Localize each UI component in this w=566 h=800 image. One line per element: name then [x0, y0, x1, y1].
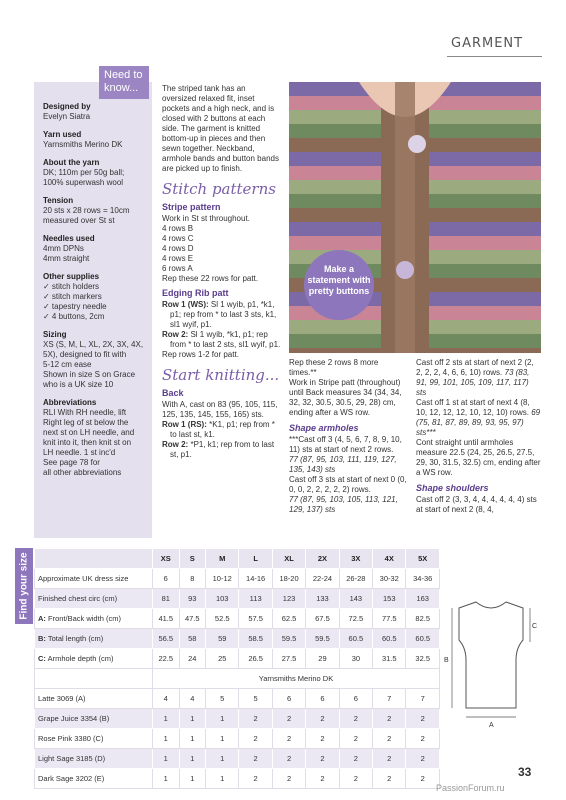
col2-text-4i: 77 (87, 95, 103, 105, 113, 121, 129, 137) sts: [289, 495, 398, 514]
table-row: [35, 589, 440, 609]
column-3: [416, 358, 541, 515]
table-cell: 81: [153, 589, 180, 609]
table-cell: 52.5: [206, 609, 239, 629]
table-cell: 31.5: [373, 649, 406, 669]
garment-diagram: [444, 590, 539, 730]
sidebar-line: See page 78 for: [43, 458, 100, 467]
col2-text-4: Cast off 3 sts at start of next 0 (0, 0, 0, 2, 2, 2, 2, 2) rows.: [289, 475, 407, 494]
table-cell: 18-20: [272, 569, 305, 589]
size-header: M: [206, 549, 239, 569]
sidebar-line: ✓ stitch holders: [43, 282, 100, 291]
sidebar-heading: About the yarn: [43, 158, 100, 167]
sidebar-line: 5-12 cm ease: [43, 360, 92, 369]
sidebar-line: ✓ stitch markers: [43, 292, 102, 301]
row-label: [35, 589, 153, 609]
table-cell: 62.5: [272, 609, 305, 629]
table-cell: 2: [239, 709, 272, 729]
sidebar-line: RLI With RH needle, lift: [43, 408, 127, 417]
table-cell: 6: [272, 689, 305, 709]
table-cell: 2: [272, 709, 305, 729]
table-cell: 103: [206, 589, 239, 609]
table-cell: 24: [179, 649, 206, 669]
sidebar-line: DK; 110m per 50g ball;: [43, 168, 125, 177]
table-cell: 2: [339, 709, 372, 729]
stripe-line: 4 rows B: [162, 224, 194, 233]
back-cast-on: With A, cast on 83 (95, 105, 115, 125, 135, 145, 155, 165) sts.: [162, 400, 278, 419]
row1-text: Sl 1 wyib, p1, *k1, p1; rep from * to last 3 sts, k1, sl1 wyif, p1.: [170, 300, 277, 329]
dim-c-label: C: [532, 623, 538, 630]
table-cell: 58.5: [239, 629, 272, 649]
table-cell: 123: [272, 589, 305, 609]
table-cell: 2: [406, 749, 440, 769]
col3-text-3: Cont straight until armholes measure 22.5 (24, 25, 26.5, 27.5, 29, 30, 31.5, 32.5) cm, ending after a WS row.: [416, 438, 541, 477]
watermark: PassionForum.ru: [436, 783, 505, 793]
sidebar-line: Evelyn Siatra: [43, 112, 91, 121]
table-cell: 59: [206, 629, 239, 649]
row2-label: Row 2:: [162, 330, 189, 339]
size-header: S: [179, 549, 206, 569]
table-corner: [35, 549, 153, 569]
row-key: A:: [38, 614, 46, 623]
table-cell: 2: [339, 769, 372, 789]
sidebar-heading: Tension: [43, 196, 74, 205]
find-your-size-tab: [15, 548, 33, 624]
stripe-line: 4 rows D: [162, 244, 194, 253]
button-icon: [408, 135, 426, 153]
table-cell: 113: [239, 589, 272, 609]
table-cell: 1: [179, 729, 206, 749]
find-your-size-label: Find your size: [18, 552, 30, 620]
table-cell: 1: [206, 749, 239, 769]
size-header: XL: [272, 549, 305, 569]
size-header: 5X: [406, 549, 440, 569]
table-cell: 1: [206, 709, 239, 729]
column-1: [162, 84, 282, 460]
row-label-text: Front/Back width (cm): [45, 614, 121, 623]
table-cell: 4: [153, 689, 180, 709]
table-cell: 1: [179, 769, 206, 789]
sidebar-line: who is a UK size 10: [43, 380, 114, 389]
sidebar-heading: Sizing: [43, 330, 67, 339]
row-label-text: Finished chest circ (cm): [38, 594, 118, 603]
table-cell: 5: [239, 689, 272, 709]
table-cell: 2: [406, 729, 440, 749]
yarn-label: Light Sage 3185 (D): [35, 749, 153, 769]
back-title: Back: [162, 388, 184, 398]
statement-badge: Make a statement with pretty buttons: [304, 250, 374, 320]
table-cell: 163: [406, 589, 440, 609]
table-cell: 2: [406, 709, 440, 729]
table-cell: 143: [339, 589, 372, 609]
table-cell: 2: [406, 769, 440, 789]
sidebar-line: Yarnsmiths Merino DK: [43, 140, 123, 149]
sidebar-line: 5X), designed to fit with: [43, 350, 127, 359]
size-header: 3X: [339, 549, 372, 569]
col2-text-1: Rep these 2 rows 8 more times.**: [289, 358, 379, 377]
stitch-patterns-title: Stitch patterns: [162, 180, 276, 198]
table-row: [35, 609, 440, 629]
row-label-text: Armhole depth (cm): [45, 654, 114, 663]
table-cell: 30-32: [373, 569, 406, 589]
back-row1-text: *K1, p1; rep from * to last st, k1.: [170, 420, 275, 439]
table-cell: 153: [373, 589, 406, 609]
table-cell: 133: [306, 589, 339, 609]
table-cell: 60.5: [406, 629, 440, 649]
dim-b-label: B: [444, 657, 449, 664]
yarn-header: Yarnsmiths Merino DK: [153, 669, 440, 689]
sidebar-line: all other abbreviations: [43, 468, 122, 477]
table-cell: 1: [179, 709, 206, 729]
col3-text-4: Cast off 2 (3, 3, 4, 4, 4, 4, 4, 4) sts at start of next 2 (8, 4,: [416, 495, 537, 514]
table-cell: 1: [153, 729, 180, 749]
table-cell: 22.5: [153, 649, 180, 669]
sidebar-heading: Needles used: [43, 234, 95, 243]
table-cell: 6: [339, 689, 372, 709]
table-blank: [35, 669, 153, 689]
stripe-line: 4 rows E: [162, 254, 194, 263]
row-key: B:: [38, 634, 46, 643]
table-cell: 2: [339, 729, 372, 749]
table-cell: 2: [373, 769, 406, 789]
sidebar-line: 4mm DPNs: [43, 244, 84, 253]
table-cell: 2: [306, 729, 339, 749]
table-cell: 47.5: [179, 609, 206, 629]
dim-a-label: A: [489, 722, 494, 729]
sidebar-line: measured over St st: [43, 216, 115, 225]
size-header: L: [239, 549, 272, 569]
table-row: [35, 729, 440, 749]
table-cell: 1: [206, 729, 239, 749]
table-cell: 2: [272, 769, 305, 789]
table-cell: 22-24: [306, 569, 339, 589]
size-table: [34, 548, 440, 789]
stripe-line: Work in St st throughout.: [162, 214, 250, 223]
row1-label: Row 1 (WS):: [162, 300, 209, 309]
sidebar-line: ✓ 4 buttons, 2cm: [43, 312, 105, 321]
intro-text: The striped tank has an oversized relaxed fit, inset pockets and a high neck, and is closed with 2 buttons at each side. The garment is knitted bottom-up in pieces and then sewn together. Neckband, armhole bands and button bands are picked up to finish.: [162, 84, 279, 173]
sidebar-heading: Yarn used: [43, 130, 82, 139]
col3-text-2: Cast off 1 st at start of next 4 (8, 10, 12, 12, 12, 10, 12, 10) rows.: [416, 398, 530, 417]
sidebar-heading: Abbreviations: [43, 398, 97, 407]
table-cell: 2: [306, 769, 339, 789]
rib-title: Edging Rib patt: [162, 288, 229, 298]
table-cell: 1: [153, 769, 180, 789]
table-cell: 2: [373, 749, 406, 769]
table-row: [35, 689, 440, 709]
table-cell: 25: [206, 649, 239, 669]
sidebar-line: 20 sts x 28 rows = 10cm: [43, 206, 130, 215]
table-row: [35, 749, 440, 769]
table-cell: 60.5: [373, 629, 406, 649]
table-cell: 6: [306, 689, 339, 709]
table-cell: 2: [339, 749, 372, 769]
stripe-line: 4 rows C: [162, 234, 194, 243]
table-cell: 4: [179, 689, 206, 709]
table-cell: 58: [179, 629, 206, 649]
size-header: 2X: [306, 549, 339, 569]
row-key: C:: [38, 654, 46, 663]
table-cell: 2: [306, 709, 339, 729]
row2-text: Sl 1 wyib, *k1, p1; rep from * to last 2 sts, sl1 wyif, p1.: [170, 330, 281, 349]
table-cell: 1: [153, 749, 180, 769]
page-number: 33: [518, 765, 532, 779]
table-cell: 8: [179, 569, 206, 589]
back-row2-label: Row 2:: [162, 440, 189, 449]
row-label: [35, 649, 153, 669]
need-to-know-tab: Need to know...: [99, 66, 149, 99]
col3-text-2i: 69 (75, 81, 87, 89, 89, 93, 95, 97) sts***: [416, 408, 541, 437]
shape-armholes-title: Shape armholes: [289, 423, 359, 433]
col3-text-1: Cast off 2 sts at start of next 2 (2, 2, 2, 2, 4, 6, 6, 10) rows.: [416, 358, 534, 377]
stripe-line: Rep these 22 rows for patt.: [162, 274, 259, 283]
row-label: [35, 609, 153, 629]
row-label: [35, 569, 153, 589]
table-cell: 2: [373, 709, 406, 729]
table-cell: 2: [373, 729, 406, 749]
yarn-label: Dark Sage 3202 (E): [35, 769, 153, 789]
table-cell: 27.5: [272, 649, 305, 669]
size-header: XS: [153, 549, 180, 569]
size-header: 4X: [373, 549, 406, 569]
table-cell: 10-12: [206, 569, 239, 589]
table-cell: 7: [406, 689, 440, 709]
table-cell: 6: [153, 569, 180, 589]
yarn-label: Rose Pink 3380 (C): [35, 729, 153, 749]
column-2: [289, 358, 407, 515]
back-row2-text: *P1, k1; rep from to last st, p1.: [170, 440, 275, 459]
stripe-line: 6 rows A: [162, 264, 193, 273]
table-cell: 67.5: [306, 609, 339, 629]
col2-text-3i: 77 (87, 95, 103, 111, 119, 127, 135, 143) sts: [289, 455, 397, 474]
sidebar-line: next st on LH needle, and: [43, 428, 135, 437]
table-row: [35, 709, 440, 729]
table-cell: 7: [373, 689, 406, 709]
sidebar-line: knit into it, then knit st on: [43, 438, 132, 447]
table-cell: 57.5: [239, 609, 272, 629]
sidebar-line: LH needle. 1 st inc'd: [43, 448, 116, 457]
table-row: [35, 569, 440, 589]
table-cell: 14-16: [239, 569, 272, 589]
sidebar-line: ✓ tapestry needle: [43, 302, 107, 311]
row-label-text: Approximate UK dress size: [38, 574, 129, 583]
sidebar-heading: Designed by: [43, 102, 91, 111]
table-cell: 77.5: [373, 609, 406, 629]
header-rule: [447, 56, 542, 57]
table-cell: 29: [306, 649, 339, 669]
col2-text-2: Work in Stripe patt (throughout) until Back measures 34 (34, 34, 32, 32, 30.5, 30.5, 29, 28) cm, ending after a WS row.: [289, 378, 402, 417]
col3-text-1i: 73 (83, 91, 99, 101, 105, 109, 117, 117) sts: [416, 368, 530, 397]
table-row: [35, 629, 440, 649]
table-cell: 56.5: [153, 629, 180, 649]
table-cell: 2: [239, 729, 272, 749]
table-cell: 30: [339, 649, 372, 669]
table-cell: 41.5: [153, 609, 180, 629]
table-row: [35, 649, 440, 669]
table-cell: 32.5: [406, 649, 440, 669]
table-cell: 26.5: [239, 649, 272, 669]
table-cell: 2: [239, 749, 272, 769]
table-row: [35, 769, 440, 789]
table-cell: 1: [206, 769, 239, 789]
shape-shoulders-title: Shape shoulders: [416, 483, 489, 493]
table-cell: 60.5: [339, 629, 372, 649]
sidebar-heading: Other supplies: [43, 272, 100, 281]
table-cell: 1: [179, 749, 206, 769]
sidebar-line: XS (S, M, L, XL, 2X, 3X, 4X,: [43, 340, 144, 349]
stripe-lines: [162, 214, 282, 284]
table-cell: 34-36: [406, 569, 440, 589]
table-cell: 2: [306, 749, 339, 769]
sidebar-content: [43, 102, 150, 478]
sidebar-line: 4mm straight: [43, 254, 90, 263]
col2-text-3: ***Cast off 3 (4, 5, 6, 7, 8, 9, 10, 11) sts at start of next 2 rows.: [289, 435, 402, 454]
table-cell: 93: [179, 589, 206, 609]
table-cell: 59.5: [306, 629, 339, 649]
table-cell: 82.5: [406, 609, 440, 629]
yarn-label: Grape Juice 3354 (B): [35, 709, 153, 729]
row-label: [35, 629, 153, 649]
row-label-text: Total length (cm): [45, 634, 104, 643]
table-cell: 26-28: [339, 569, 372, 589]
table-cell: 2: [239, 769, 272, 789]
table-cell: 5: [206, 689, 239, 709]
back-row1-label: Row 1 (RS):: [162, 420, 207, 429]
stripe-title: Stripe pattern: [162, 202, 221, 212]
table-cell: 2: [272, 749, 305, 769]
start-knitting-title: Start knitting...: [162, 366, 280, 384]
yarn-label: Latte 3069 (A): [35, 689, 153, 709]
table-cell: 72.5: [339, 609, 372, 629]
sidebar-line: Shown in size S on Grace: [43, 370, 136, 379]
section-header: GARMENT: [451, 36, 524, 51]
rib-rep: Rep rows 1-2 for patt.: [162, 350, 239, 359]
table-cell: 2: [272, 729, 305, 749]
button-icon: [396, 261, 414, 279]
table-cell: 59.5: [272, 629, 305, 649]
sidebar-line: 100% superwash wool: [43, 178, 124, 187]
table-cell: 1: [153, 709, 180, 729]
sidebar-line: Right leg of st below the: [43, 418, 129, 427]
